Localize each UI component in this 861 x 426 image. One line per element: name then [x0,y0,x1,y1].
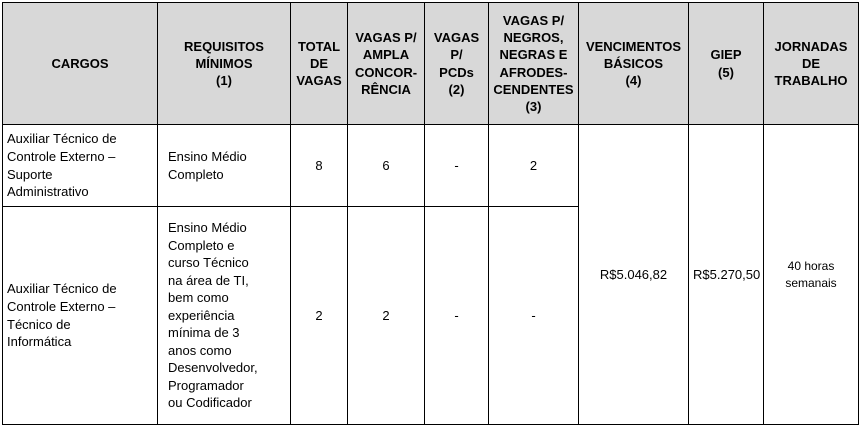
cell-negros [489,207,579,425]
header-requisitos [158,3,291,125]
ampla-value: 2 [382,307,390,323]
cell-total [291,125,348,207]
cargo-line: Informática [7,334,72,350]
cell-cargo [3,125,158,207]
cargo-line: Controle Externo – [7,148,116,164]
header-jornadas [764,3,859,125]
header-pcds-line: PCDs [439,64,474,80]
header-jornadas-line: JORNADAS [774,38,848,54]
header-pcds-line: P/ [450,47,463,63]
pcds-value: - [454,307,459,323]
header-requisitos-line: (1) [216,73,232,89]
requisitos-line: Completo e [168,237,235,253]
requisitos-line: Desenvolvedor, [168,360,258,376]
requisitos-line: mínima de 3 [168,325,240,341]
header-negros-line: AFRODES- [499,64,568,80]
header-giep-line: GIEP [710,47,742,63]
table-row [3,125,859,207]
cell-vencimentos [579,125,689,425]
header-total-line: VAGAS [296,73,342,89]
cell-total [291,207,348,425]
header-jornadas-line: DE [801,55,821,71]
header-pcds-line: (2) [448,81,465,97]
cell-pcds [425,207,489,425]
header-ampla-line: VAGAS P/ [355,29,417,45]
header-row [3,3,859,125]
header-negros-line: VAGAS P/ [502,12,565,28]
requisitos-line: curso Técnico [168,255,249,271]
requisitos-line: Ensino Médio [168,219,247,235]
negros-value: 2 [529,157,538,173]
header-ampla-concorrencia [348,3,425,125]
vagas-table [2,2,859,425]
header-pcds-line: VAGAS [433,29,480,45]
header-ampla-line: CONCOR- [354,64,418,80]
jornada-line: 40 horas [787,259,835,274]
requisitos-line: Programador [168,377,244,393]
header-negros-line: CENDENTES [493,81,574,97]
pcds-value: - [454,157,459,173]
requisitos-line: bem como [168,290,229,306]
requisitos-line: Completo [168,166,224,182]
requisitos-line: Ensino Médio [168,148,247,164]
header-cargos [3,3,158,125]
header-vencimentos-line: VENCIMENTOS [585,38,682,54]
cell-jornada [764,125,859,425]
cargo-line: Suporte [7,166,53,182]
cargo-line: Técnico de [7,316,71,332]
requisitos-line: anos como [168,342,232,358]
header-vencimentos [579,3,689,125]
cell-giep [689,125,764,425]
header-negros-line: NEGRAS E [499,47,568,63]
cargo-line: Auxiliar Técnico de [7,281,117,297]
header-vencimentos-line: BÁSICOS [603,55,664,71]
header-giep-line: (5) [718,64,734,80]
vencimentos-value: R$5.046,82 [599,266,668,282]
header-ampla-line: AMPLA [362,47,410,63]
header-negros-line: NEGROS, [503,29,564,45]
header-cargos-text: CARGOS [51,55,109,71]
header-requisitos-line: MÍNIMOS [195,55,253,71]
cell-ampla [348,207,425,425]
negros-value: - [531,307,536,323]
header-ampla-line: RÊNCIA [361,81,411,97]
header-negros-line: (3) [525,99,542,115]
total-value: 2 [315,307,323,323]
header-requisitos-line: REQUISITOS [184,38,264,54]
header-total-line: TOTAL [297,38,341,54]
cargo-line: Auxiliar Técnico de [7,131,117,147]
header-giep [689,3,764,125]
cell-ampla [348,125,425,207]
jornada-line: semanais [785,275,837,290]
header-jornadas-line: TRABALHO [774,73,848,89]
cargo-line: Administrativo [7,184,89,200]
cargo-line: Controle Externo – [7,298,116,314]
header-negros [489,3,579,125]
cell-cargo [3,207,158,425]
header-pcds [425,3,489,125]
cell-negros [489,125,579,207]
header-total-vagas [291,3,348,125]
requisitos-line: na área de TI, [168,272,249,288]
total-value: 8 [315,157,323,173]
cell-pcds [425,125,489,207]
giep-value: R$5.270,50 [693,266,761,282]
header-vencimentos-line: (4) [625,73,642,89]
header-total-line: DE [309,55,329,71]
requisitos-line: experiência [168,307,235,323]
cell-requisitos [158,125,291,207]
cell-requisitos [158,207,291,425]
requisitos-line: ou Codificador [168,395,252,411]
ampla-value: 6 [382,157,390,173]
